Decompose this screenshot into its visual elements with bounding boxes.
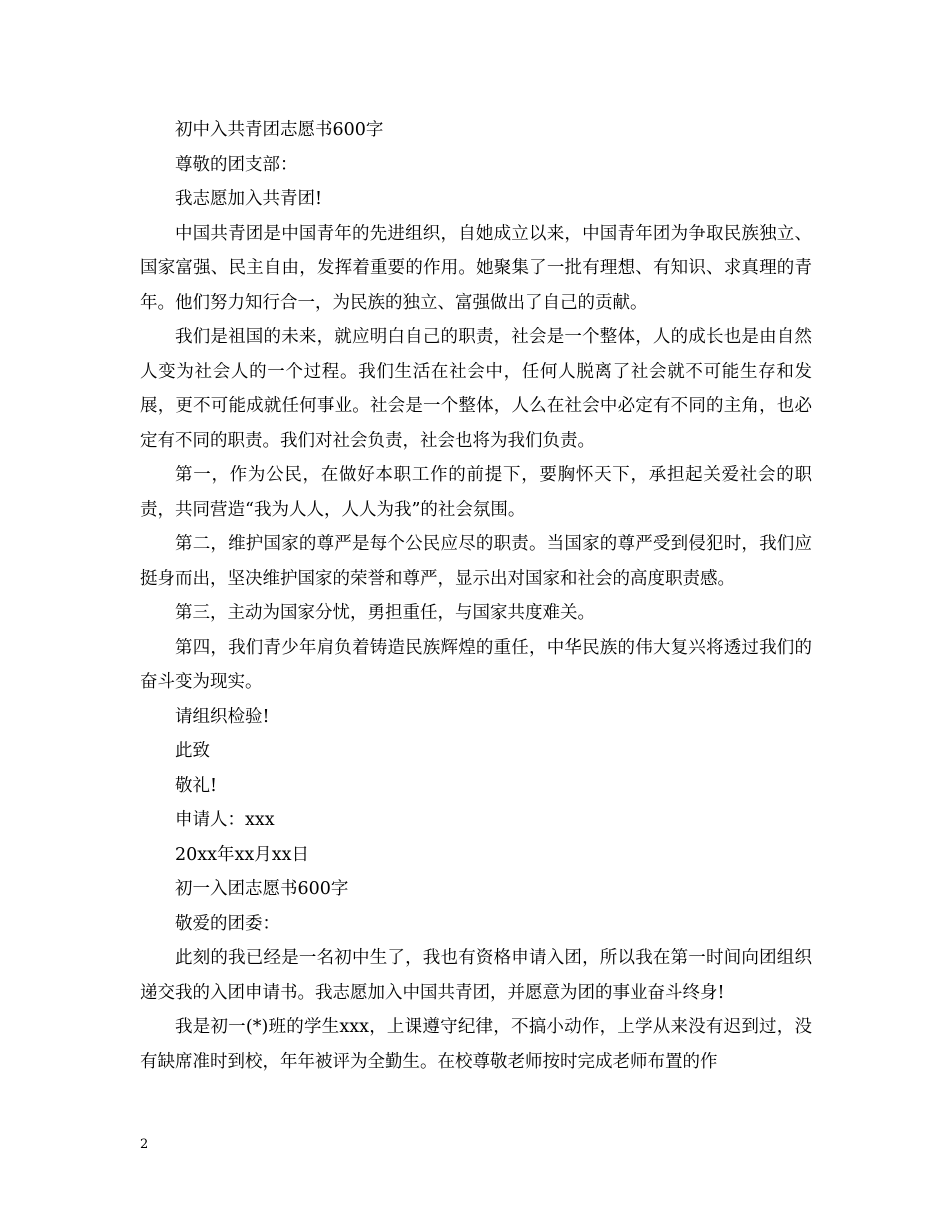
paragraph: 第二，维护国家的尊严是每个公民应尽的职责。当国家的尊严受到侵犯时，我们应挺身而出，坚决维护国家的荣誉和尊严，显示出对国家和社会的高度职责感。 bbox=[140, 534, 812, 589]
paragraph: 第一，作为公民，在做好本职工作的前提下，要胸怀天下，承担起关爱社会的职责，共同营造“我为人人，人人为我”的社会氛围。 bbox=[140, 465, 812, 520]
closing-regards: 敬礼! bbox=[175, 775, 218, 796]
second-title: 初一入团志愿书600字 bbox=[175, 879, 349, 899]
paragraph: 此刻的我已经是一名初中生了，我也有资格申请入团，所以我在第一时间向团组织递交我的入团申请书。我志愿加入中国共青团，并愿意为团的事业奋斗终身! bbox=[140, 948, 812, 1003]
document-title: 初中入共青团志愿书600字 bbox=[175, 120, 384, 140]
paragraph: 我志愿加入共青团! bbox=[175, 189, 323, 209]
page-number: 2 bbox=[140, 1137, 149, 1152]
second-salutation: 敬爱的团委： bbox=[175, 913, 280, 934]
paragraph: 中国共青团是中国青年的先进组织，自她成立以来，中国青年团为争取民族独立、国家富强、民主自由，发挥着重要的作用。她聚集了一批有理想、有知识、求真理的青年。他们努力知行合一，为民族的独立、富强做出了自己的贡献。 bbox=[140, 223, 812, 313]
paragraph: 第四，我们青少年肩负着铸造民族辉煌的重任，中华民族的伟大复兴将透过我们的奋斗变为现实。 bbox=[140, 637, 812, 692]
paragraph: 第三，主动为国家分忧，勇担重任，与国家共度难关。 bbox=[175, 603, 595, 623]
paragraph: 我是初一(*)班的学生xxx，上课遵守纪律，不搞小动作，上学从来没有迟到过，没有缺席准时到校，年年被评为全勤生。在校尊敬老师按时完成老师布置的作 bbox=[140, 1017, 812, 1072]
salutation: 尊敬的团支部： bbox=[175, 154, 298, 175]
paragraph: 我们是祖国的未来，就应明白自己的职责，社会是一个整体，人的成长也是由自然人变为社会人的一个过程。我们生活在社会中，任何人脱离了社会就不可能生存和发展，更不可能成就任何事业。社会是一个整体，人么在社会中必定有不同的主角，也必定有不同的职责。我们对社会负责，社会也将为我们负责。 bbox=[140, 327, 812, 451]
closing-salute: 此致 bbox=[175, 741, 210, 761]
closing-request: 请组织检验! bbox=[175, 706, 270, 727]
applicant-line: 申请人：xxx bbox=[175, 810, 275, 830]
date-line: 20xx年xx月xx日 bbox=[175, 844, 309, 865]
document-body bbox=[140, 113, 812, 1079]
